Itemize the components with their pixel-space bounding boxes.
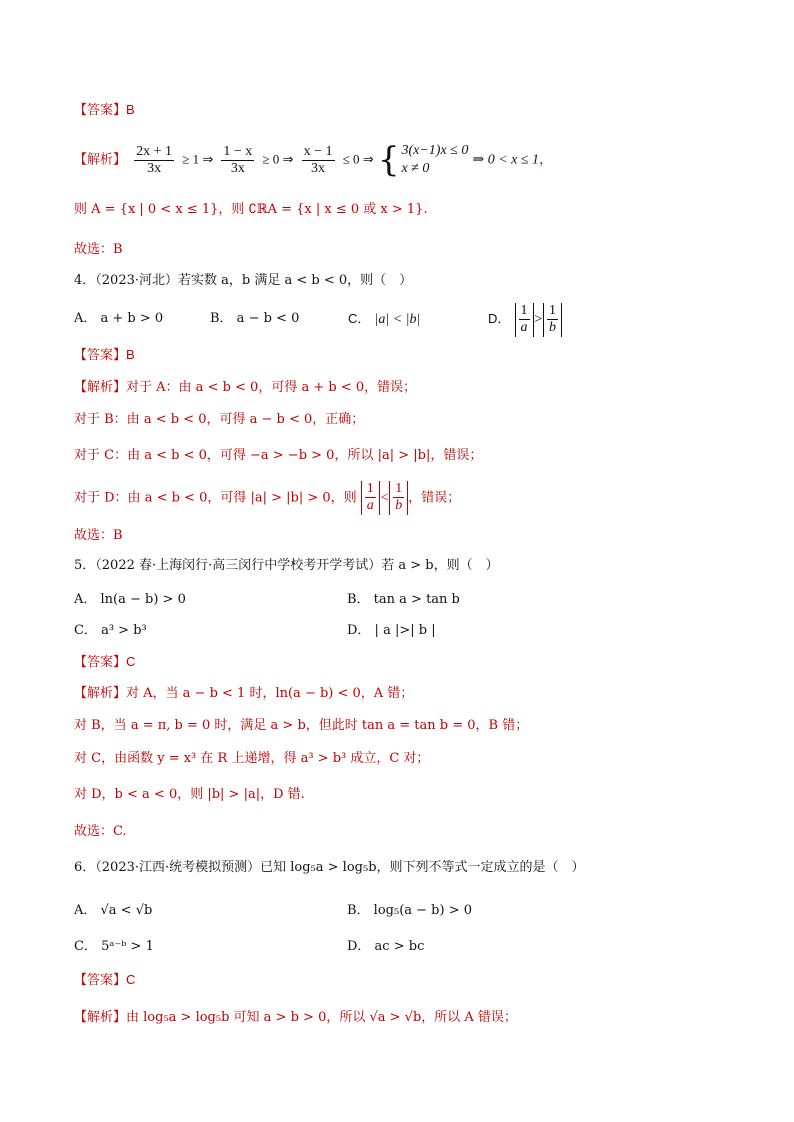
question-stem: 5．（2022 春·上海闵行·高三闵行中学校考开学考试）若 a > b，则（ ） xyxy=(74,558,499,573)
option-d: D． | a |>| b | xyxy=(347,623,436,638)
analysis-text: 由 log₅a > log₅b 可知 a > b > 0，所以 √a > √b，所以 A 错误； xyxy=(126,1010,517,1025)
options-row xyxy=(74,901,734,921)
final-choice: 故选：B xyxy=(74,528,123,543)
analysis-text: ，错误； xyxy=(408,490,461,506)
fraction: $\frac{1 - x}{3x}$ xyxy=(223,143,253,176)
analysis-line: 对于 C：由 a < b < 0，可得 −a > −b > 0，所以 |a| > |b|，错误； xyxy=(74,448,483,463)
options-row xyxy=(74,590,734,610)
options-row xyxy=(74,302,734,335)
option-c: C． |a| < |b| xyxy=(348,311,421,327)
option-a: A． a + b > 0 xyxy=(74,311,164,326)
case-system: { 3(x−1)x ≤ 0 x ≠ 0 xyxy=(377,140,469,180)
analysis-text: 对于 A：由 a < b < 0，可得 a + b < 0，错误； xyxy=(126,380,417,395)
option-a: A． √a < √b xyxy=(74,903,153,918)
analysis-line: 对于 B：由 a < b < 0，可得 a − b < 0，正确； xyxy=(74,412,365,427)
analysis-tag: 【解析】 xyxy=(74,152,127,168)
option-b: B． tan a > tan b xyxy=(347,592,460,607)
answer-line xyxy=(74,652,135,673)
option-a: A． ln(a − b) > 0 xyxy=(74,592,186,607)
analysis-text: 对 A，当 a − b < 1 时，ln(a − b) < 0，A 错； xyxy=(126,686,414,701)
option-d: D． $\frac{1}{a}$ > $\frac{1}{b}$ xyxy=(488,302,562,337)
answer-line xyxy=(74,345,135,366)
analysis-line: 对 D，b < a < 0，则 |b| > |a|，D 错. xyxy=(74,787,305,802)
analysis-line: 对 B，当 a = π, b = 0 时，满足 a > b，但此时 tan a = tan b = 0，B 错； xyxy=(74,718,529,733)
answer-tag: 【答案】 xyxy=(74,655,127,670)
analysis-line: 则 A = {x | 0 < x ≤ 1}，则 ∁ℝA = {x | x ≤ 0 或 x > 1}. xyxy=(74,202,428,217)
question-stem: 4．（2023·河北）若实数 a，b 满足 a < b < 0，则（ ） xyxy=(74,273,413,288)
analysis-line xyxy=(74,684,413,704)
step-text: ≤ 0 ⇒ xyxy=(342,151,374,167)
question-stem: 6．（2023·江西·统考模拟预测）已知 log₅a > log₅b，则下列不等式一定成立的是（ ） xyxy=(74,860,585,875)
analysis-line: 对于 D：由 a < b < 0，可得 |a| > |b| > 0，则 $\frac{1}{a}$ < $\frac{1}{b}$ ，错误； xyxy=(74,481,461,513)
answer-value: B xyxy=(126,347,135,362)
analysis-text: 对于 D：由 a < b < 0，可得 |a| > |b| > 0，则 xyxy=(74,490,357,506)
step-text: ≥ 1 ⇒ xyxy=(182,151,214,167)
answer-value: B xyxy=(126,102,135,117)
options-row xyxy=(74,621,734,641)
option-c: C． 5ᵃ⁻ᵇ > 1 xyxy=(74,939,154,954)
option-b: B． log₅(a − b) > 0 xyxy=(347,903,473,918)
option-d: D． ac > bc xyxy=(347,939,425,954)
answer-line xyxy=(74,970,135,991)
analysis-line xyxy=(74,142,552,178)
analysis-tag: 【解析】 xyxy=(74,686,127,701)
options-row xyxy=(74,937,734,957)
analysis-tag: 【解析】 xyxy=(74,1010,127,1025)
fraction: $\frac{x - 1}{3x}$ xyxy=(303,143,333,176)
final-choice: 故选：B xyxy=(74,242,123,257)
answer-tag: 【答案】 xyxy=(74,348,127,363)
option-b: B． a − b < 0 xyxy=(210,311,300,326)
answer-value: C xyxy=(126,972,136,987)
answer-value: C xyxy=(126,654,136,669)
analysis-tag: 【解析】 xyxy=(74,380,127,395)
analysis-line xyxy=(74,1008,517,1028)
analysis-line: 对 C，由函数 y = x³ 在 R 上递增，得 a³ > b³ 成立，C 对； xyxy=(74,751,430,766)
answer-line xyxy=(74,100,135,121)
punct: ， xyxy=(539,152,553,168)
final-choice: 故选：C. xyxy=(74,824,127,839)
step-text: ≥ 0 ⇒ xyxy=(262,151,294,167)
analysis-line xyxy=(74,378,416,398)
option-c: C． a³ > b³ xyxy=(74,623,147,638)
step-text: ⇒ 0 < x ≤ 1 xyxy=(472,152,540,168)
answer-tag: 【答案】 xyxy=(74,103,127,118)
answer-tag: 【答案】 xyxy=(74,973,127,988)
fraction: $\frac{2x + 1}{3x}$ xyxy=(136,143,173,176)
